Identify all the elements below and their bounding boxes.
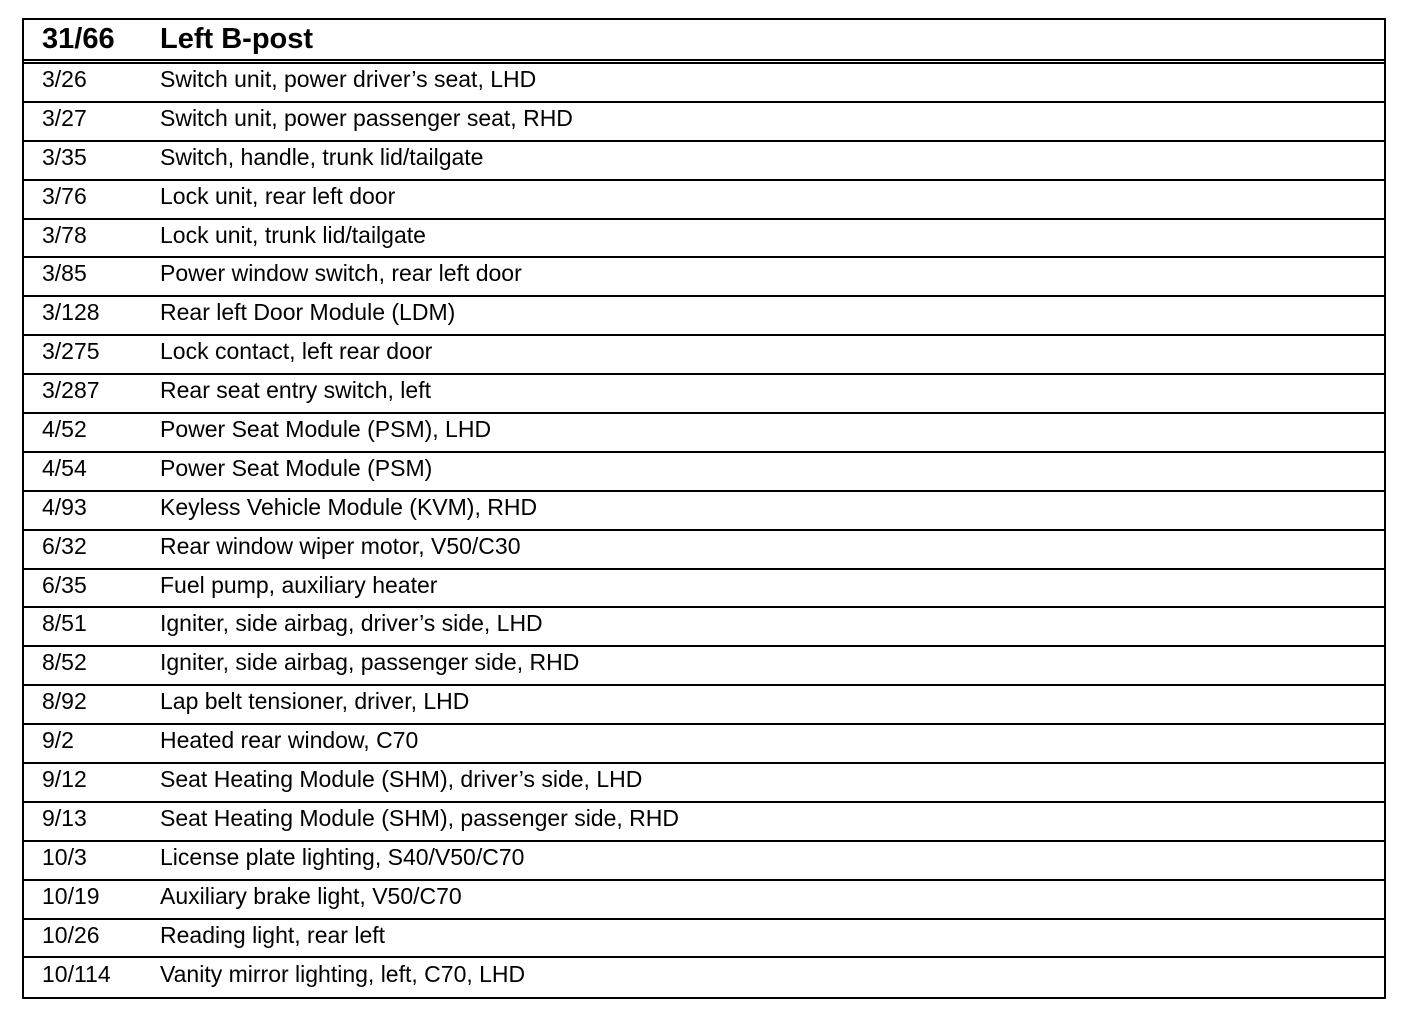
row-description: Power Seat Module (PSM) — [160, 454, 433, 481]
row-description: Switch unit, power driver’s seat, LHD — [160, 65, 537, 92]
row-description: Igniter, side airbag, driver’s side, LHD — [160, 610, 543, 637]
row-description: Power window switch, rear left door — [160, 260, 522, 287]
row-code: 3/26 — [42, 65, 87, 92]
row-code: 3/78 — [42, 221, 87, 248]
table-row — [24, 570, 1384, 609]
header-title: Left B-post — [160, 23, 314, 55]
header-code: 31/66 — [42, 23, 115, 55]
row-code: 4/54 — [42, 454, 87, 481]
table-header-row — [24, 20, 1384, 64]
table-row — [24, 492, 1384, 531]
row-code: 4/93 — [42, 493, 87, 520]
row-description: Heated rear window, C70 — [160, 727, 419, 754]
table-row — [24, 647, 1384, 686]
row-description: Switch, handle, trunk lid/tailgate — [160, 143, 484, 170]
table-row — [24, 64, 1384, 103]
row-code: 3/85 — [42, 260, 87, 287]
row-code: 3/275 — [42, 338, 100, 365]
row-code: 3/287 — [42, 377, 100, 404]
row-code: 8/51 — [42, 610, 87, 637]
row-description: Rear seat entry switch, left — [160, 377, 431, 404]
row-code: 10/26 — [42, 921, 100, 948]
row-code: 9/12 — [42, 765, 87, 792]
table-row — [24, 414, 1384, 453]
table-row — [24, 142, 1384, 181]
row-description: Igniter, side airbag, passenger side, RHD — [160, 649, 580, 676]
table-row — [24, 220, 1384, 259]
table-row — [24, 803, 1384, 842]
row-description: Vanity mirror lighting, left, C70, LHD — [160, 961, 526, 988]
table-row — [24, 686, 1384, 725]
table-row — [24, 258, 1384, 297]
row-description: Seat Heating Module (SHM), passenger side, RHD — [160, 804, 680, 831]
table-row — [24, 531, 1384, 570]
table-row — [24, 881, 1384, 920]
table-row — [24, 453, 1384, 492]
row-description: Rear window wiper motor, V50/C30 — [160, 532, 521, 559]
row-description: Power Seat Module (PSM), LHD — [160, 415, 492, 442]
row-code: 8/92 — [42, 688, 87, 715]
table-row — [24, 297, 1384, 336]
row-description: Reading light, rear left — [160, 921, 386, 948]
row-description: Lock unit, trunk lid/tailgate — [160, 221, 426, 248]
row-description: License plate lighting, S40/V50/C70 — [160, 843, 525, 870]
table-row — [24, 103, 1384, 142]
row-code: 3/27 — [42, 104, 87, 131]
row-description: Seat Heating Module (SHM), driver’s side, LHD — [160, 765, 643, 792]
row-code: 9/2 — [42, 727, 74, 754]
row-description: Lock unit, rear left door — [160, 182, 396, 209]
row-code: 10/19 — [42, 882, 100, 909]
row-description: Switch unit, power passenger seat, RHD — [160, 104, 573, 131]
row-code: 6/32 — [42, 532, 87, 559]
row-description: Rear left Door Module (LDM) — [160, 299, 456, 326]
table-row — [24, 181, 1384, 220]
row-code: 6/35 — [42, 571, 87, 598]
table-row — [24, 608, 1384, 647]
row-code: 3/128 — [42, 299, 100, 326]
row-description: Lock contact, left rear door — [160, 338, 433, 365]
table-row — [24, 958, 1384, 997]
table-row — [24, 842, 1384, 881]
table-row — [24, 920, 1384, 959]
row-code: 10/114 — [42, 961, 111, 988]
row-code: 4/52 — [42, 415, 87, 442]
row-description: Auxiliary brake light, V50/C70 — [160, 882, 462, 909]
row-description: Keyless Vehicle Module (KVM), RHD — [160, 493, 538, 520]
table-row — [24, 725, 1384, 764]
table-row — [24, 375, 1384, 414]
component-table — [22, 18, 1386, 999]
row-code: 8/52 — [42, 649, 87, 676]
table-row — [24, 336, 1384, 375]
row-description: Lap belt tensioner, driver, LHD — [160, 688, 470, 715]
row-code: 9/13 — [42, 804, 87, 831]
row-description: Fuel pump, auxiliary heater — [160, 571, 438, 598]
row-code: 3/76 — [42, 182, 87, 209]
table-row — [24, 764, 1384, 803]
row-code: 10/3 — [42, 843, 87, 870]
row-code: 3/35 — [42, 143, 87, 170]
